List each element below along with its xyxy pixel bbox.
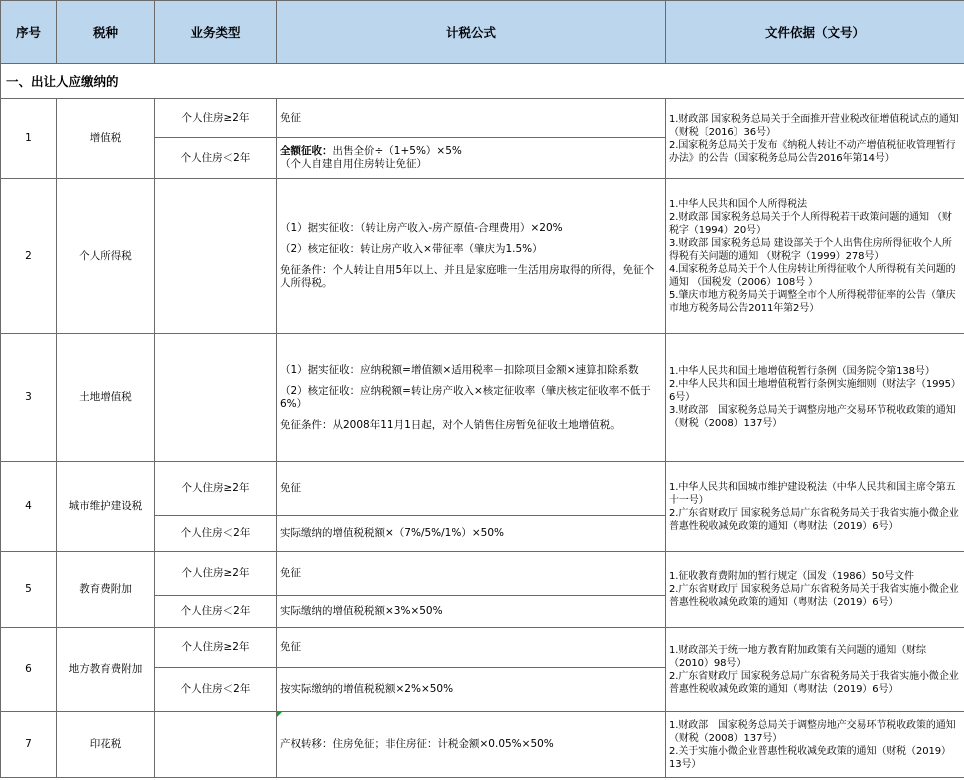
biz-type [155,334,277,462]
header-biz-type: 业务类型 [155,1,277,64]
table-row [1,179,964,334]
tax-name: 城市维护建设税 [57,462,155,552]
header-no: 序号 [1,1,57,64]
formula [277,712,666,778]
tax-name: 教育费附加 [57,552,155,628]
basis-item: 3.财政部 国家税务总局关于调整房地产交易环节税收政策的通知（财税（2008）137号） [669,405,956,429]
basis-item: 1.征收教育费附加的暂行规定（国发（1986）50号文件 [669,571,914,582]
tax-name: 增值税 [57,99,155,179]
basis [666,628,964,712]
basis-item: 1.财政部 国家税务总局关于调整房地产交易环节税收政策的通知（财税（2008）137号） [669,719,956,744]
formula: 按实际缴纳的增值税税额×2%×50% [277,668,666,712]
basis-item: 2.财政部 国家税务总局关于个人所得税若干政策问题的通知 （财税字（1994）20号） [669,211,952,236]
formula [277,334,666,462]
table-row [1,552,964,596]
table-row [1,712,964,778]
basis-item: 1.中华人民共和国土地增值税暂行条例（国务院令第138号） [669,366,935,377]
cell-comment-marker [277,712,282,717]
biz-type: 个人住房≥2年 [155,99,277,138]
tax-name: 土地增值税 [57,334,155,462]
biz-type: 个人住房＜2年 [155,668,277,712]
basis-item: 1.财政部关于统一地方教育附加政策有关问题的通知（财综（2010）98号） [669,644,926,669]
table-row [1,334,964,462]
row-no: 6 [1,628,57,712]
formula [277,138,666,179]
formula-line: 免征条件：个人转让自用5年以上、并且是家庭唯一生活用房取得的所得，免征个人所得税。 [280,264,655,289]
row-no: 5 [1,552,57,628]
biz-type: 个人住房＜2年 [155,516,277,552]
basis [666,462,964,552]
basis-item: 1.中华人民共和国个人所得税法 [669,198,808,210]
formula: 实际缴纳的增值税税额×（7%/5%/1%）×50% [277,516,666,552]
basis-item: 2.国家税务总局关于发布《纳税人转让不动产增值税征收管理暂行办法》的公告（国家税务总局公告2016年第14号） [669,139,956,164]
basis-item: 2.广东省财政厅 国家税务总局广东省税务局关于我省实施小微企业普惠性税收减免政策的通知（粤财法（2019）6号） [669,670,959,695]
basis-item: 2.关于实施小微企业普惠性税收减免政策的通知（财税（2019）13号） [669,745,951,770]
formula: 免征 [277,462,666,516]
row-no: 1 [1,99,57,179]
biz-type: 个人住房＜2年 [155,596,277,628]
formula: 实际缴纳的增值税税额×3%×50% [277,596,666,628]
header-formula: 计税公式 [277,1,666,64]
tax-name: 个人所得税 [57,179,155,334]
basis [666,712,964,778]
basis-item: 5.肇庆市地方税务局关于调整全市个人所得税带征率的公告（肇庆市地方税务局公告2011年第2号） [669,289,956,314]
formula-bold: 全额征收： [280,145,333,157]
biz-type: 个人住房＜2年 [155,138,277,179]
basis-item: 4.国家税务总局关于个人住房转让所得征收个人所得税有关问题的通知 （国税发（2006）108号 ） [669,263,956,288]
formula: 免征 [277,628,666,668]
table-row [1,462,964,516]
basis [666,552,964,628]
basis-item: 3.财政部 国家税务总局 建设部关于个人出售住房所得征收个人所得税有关问题的通知 （财税字（1999）278号） [669,237,952,262]
formula: 免征 [277,99,666,138]
basis-item: 2.中华人民共和国土地增值税暂行条例实施细则（财法字（1995）6号） [669,379,961,403]
basis-item: 2.广东省财政厅 国家税务总局广东省税务局关于我省实施小微企业普惠性税收减免政策的通知（粤财法（2019）6号） [669,507,959,532]
tax-name: 印花税 [57,712,155,778]
header-basis: 文件依据（文号） [666,1,964,64]
table-row [1,99,964,138]
formula-line: 免征条件：从2008年11月1日起，对个人销售住房暂免征收土地增值税。 [280,418,621,431]
biz-type: 个人住房≥2年 [155,552,277,596]
formula-line: （2）核定征收：转让房产收入×带征率（肇庆为1.5%） [280,243,543,255]
biz-type [155,179,277,334]
table-row [1,628,964,668]
biz-type: 个人住房≥2年 [155,462,277,516]
basis [666,99,964,179]
formula-line: （2）核定征收：应纳税额=转让房产收入×核定征收率（肇庆核定征收率不低于6%） [280,384,651,410]
row-no: 2 [1,179,57,334]
formula-text: 出售全价÷（1+5%）×5% [332,145,462,157]
formula [277,179,666,334]
formula-line: （1）据实征收：（转让房产收入-房产原值-合理费用）×20% [280,222,563,234]
row-no: 7 [1,712,57,778]
header-tax: 税种 [57,1,155,64]
formula-note: （个人自建自用住房转让免征） [280,158,427,170]
header-row [1,1,964,64]
row-no: 4 [1,462,57,552]
basis [666,334,964,462]
formula-text: 产权转移：住房免征；非住房征：计税金额×0.05%×50% [280,738,554,750]
row-no: 3 [1,334,57,462]
biz-type [155,712,277,778]
formula-line: （1）据实征收：应纳税额=增值额×适用税率－扣除项目金额×速算扣除系数 [280,363,639,376]
biz-type: 个人住房≥2年 [155,628,277,668]
basis-item: 1.中华人民共和国城市维护建设税法（中华人民共和国主席令第五十一号） [669,481,956,506]
tax-name: 地方教育费附加 [57,628,155,712]
section-title: 一、出让人应缴纳的 [1,64,964,99]
formula: 免征 [277,552,666,596]
basis-item: 2.广东省财政厅 国家税务总局广东省税务局关于我省实施小微企业普惠性税收减免政策的通知（粤财法（2019）6号） [669,584,959,608]
basis-item: 1.财政部 国家税务总局关于全面推开营业税改征增值税试点的通知（财税〔2016〕36号） [669,113,959,138]
basis [666,179,964,334]
section-row [1,64,964,99]
